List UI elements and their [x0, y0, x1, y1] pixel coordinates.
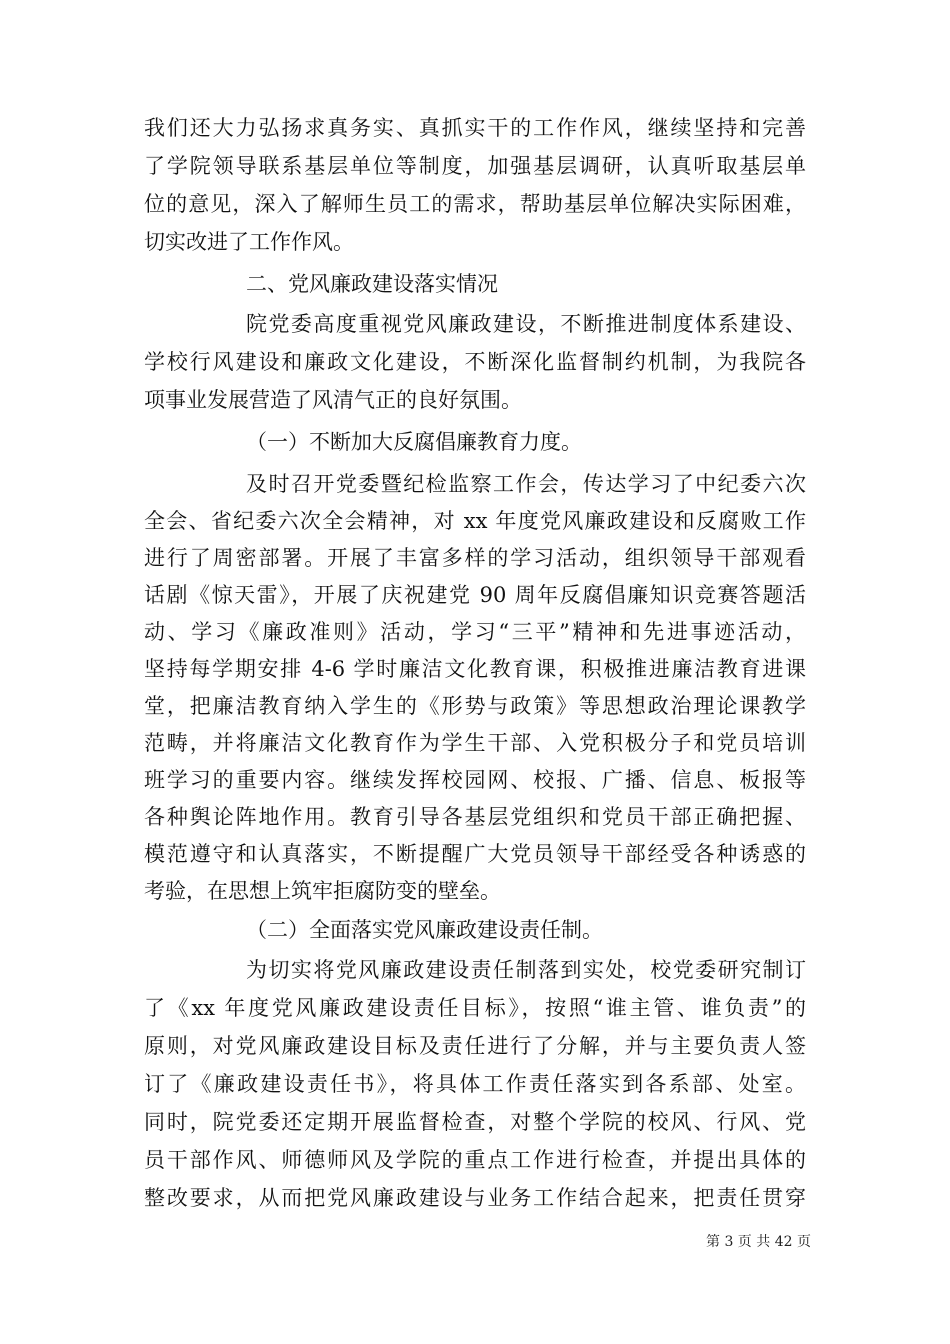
body-text-line: 项事业发展营造了风清气正的良好氛围。 — [144, 388, 522, 412]
subsection-heading: （二）全面落实党风廉政建设责任制。 — [246, 918, 603, 942]
body-text-line: 范畴，并将廉洁文化教育作为学生干部、入党积极分子和党员培训 — [144, 731, 806, 755]
body-text-line: 全会、省纪委六次全会精神，对 xx 年度党风廉政建设和反腐败工作 — [144, 509, 806, 533]
body-text-line: 了学院领导联系基层单位等制度，加强基层调研，认真听取基层单 — [144, 154, 806, 178]
body-text-line: 位的意见，深入了解师生员工的需求，帮助基层单位解决实际困难， — [144, 192, 806, 216]
body-text-line: 模范遵守和认真落实，不断提醒广大党员领导干部经受各种诱惑的 — [144, 842, 806, 866]
body-text-line: 订了《廉政建设责任书》，将具体工作责任落实到各系部、处室。 — [144, 1072, 806, 1096]
body-text-line: 进行了周密部署。开展了丰富多样的学习活动，组织领导干部观看 — [144, 546, 806, 570]
body-text-line: 员干部作风、师德师风及学院的重点工作进行检查，并提出具体的 — [144, 1148, 806, 1172]
body-text-line: 我们还大力弘扬求真务实、真抓实干的工作作风，继续坚持和完善 — [144, 116, 806, 140]
body-text-line: 话剧《惊天雷》，开展了庆祝建党 90 周年反腐倡廉知识竞赛答题活 — [144, 583, 806, 607]
body-text-line: 学校行风建设和廉政文化建设，不断深化监督制约机制，为我院各 — [144, 350, 806, 374]
body-text-line: 各种舆论阵地作用。教育引导各基层党组织和党员干部正确把握、 — [144, 805, 806, 829]
subsection-heading: （一）不断加大反腐倡廉教育力度。 — [246, 430, 582, 454]
body-text-line: 同时，院党委还定期开展监督检查，对整个学院的校风、行风、党 — [144, 1110, 806, 1134]
body-text-line: 了《xx 年度党风廉政建设责任目标》，按照“谁主管、谁负责”的 — [144, 996, 806, 1020]
body-text-line: 及时召开党委暨纪检监察工作会，传达学习了中纪委六次 — [246, 472, 806, 496]
body-text-line: 动、学习《廉政准则》活动，学习“三平”精神和先进事迹活动， — [144, 620, 806, 644]
body-text-line: 院党委高度重视党风廉政建设，不断推进制度体系建设、 — [246, 312, 806, 336]
body-text-line: 班学习的重要内容。继续发挥校园网、校报、广播、信息、板报等 — [144, 768, 806, 792]
body-text-line: 切实改进了工作作风。 — [144, 230, 354, 254]
body-text-line: 整改要求，从而把党风廉政建设与业务工作结合起来，把责任贯穿 — [144, 1186, 806, 1210]
body-text-line: 为切实将党风廉政建设责任制落到实处，校党委研究制订 — [246, 958, 806, 982]
body-text-line: 原则，对党风廉政建设目标及责任进行了分解，并与主要负责人签 — [144, 1034, 806, 1058]
body-text-line: 堂，把廉洁教育纳入学生的《形势与政策》等思想政治理论课教学 — [144, 694, 806, 718]
body-text-line: 坚持每学期安排 4-6 学时廉洁文化教育课，积极推进廉洁教育进课 — [144, 657, 806, 681]
section-heading: 二、党风廉政建设落实情况 — [246, 272, 498, 296]
page-number-footer: 第 3 页 共 42 页 — [706, 1234, 811, 1250]
body-text-line: 考验，在思想上筑牢拒腐防变的壁垒。 — [144, 879, 501, 903]
